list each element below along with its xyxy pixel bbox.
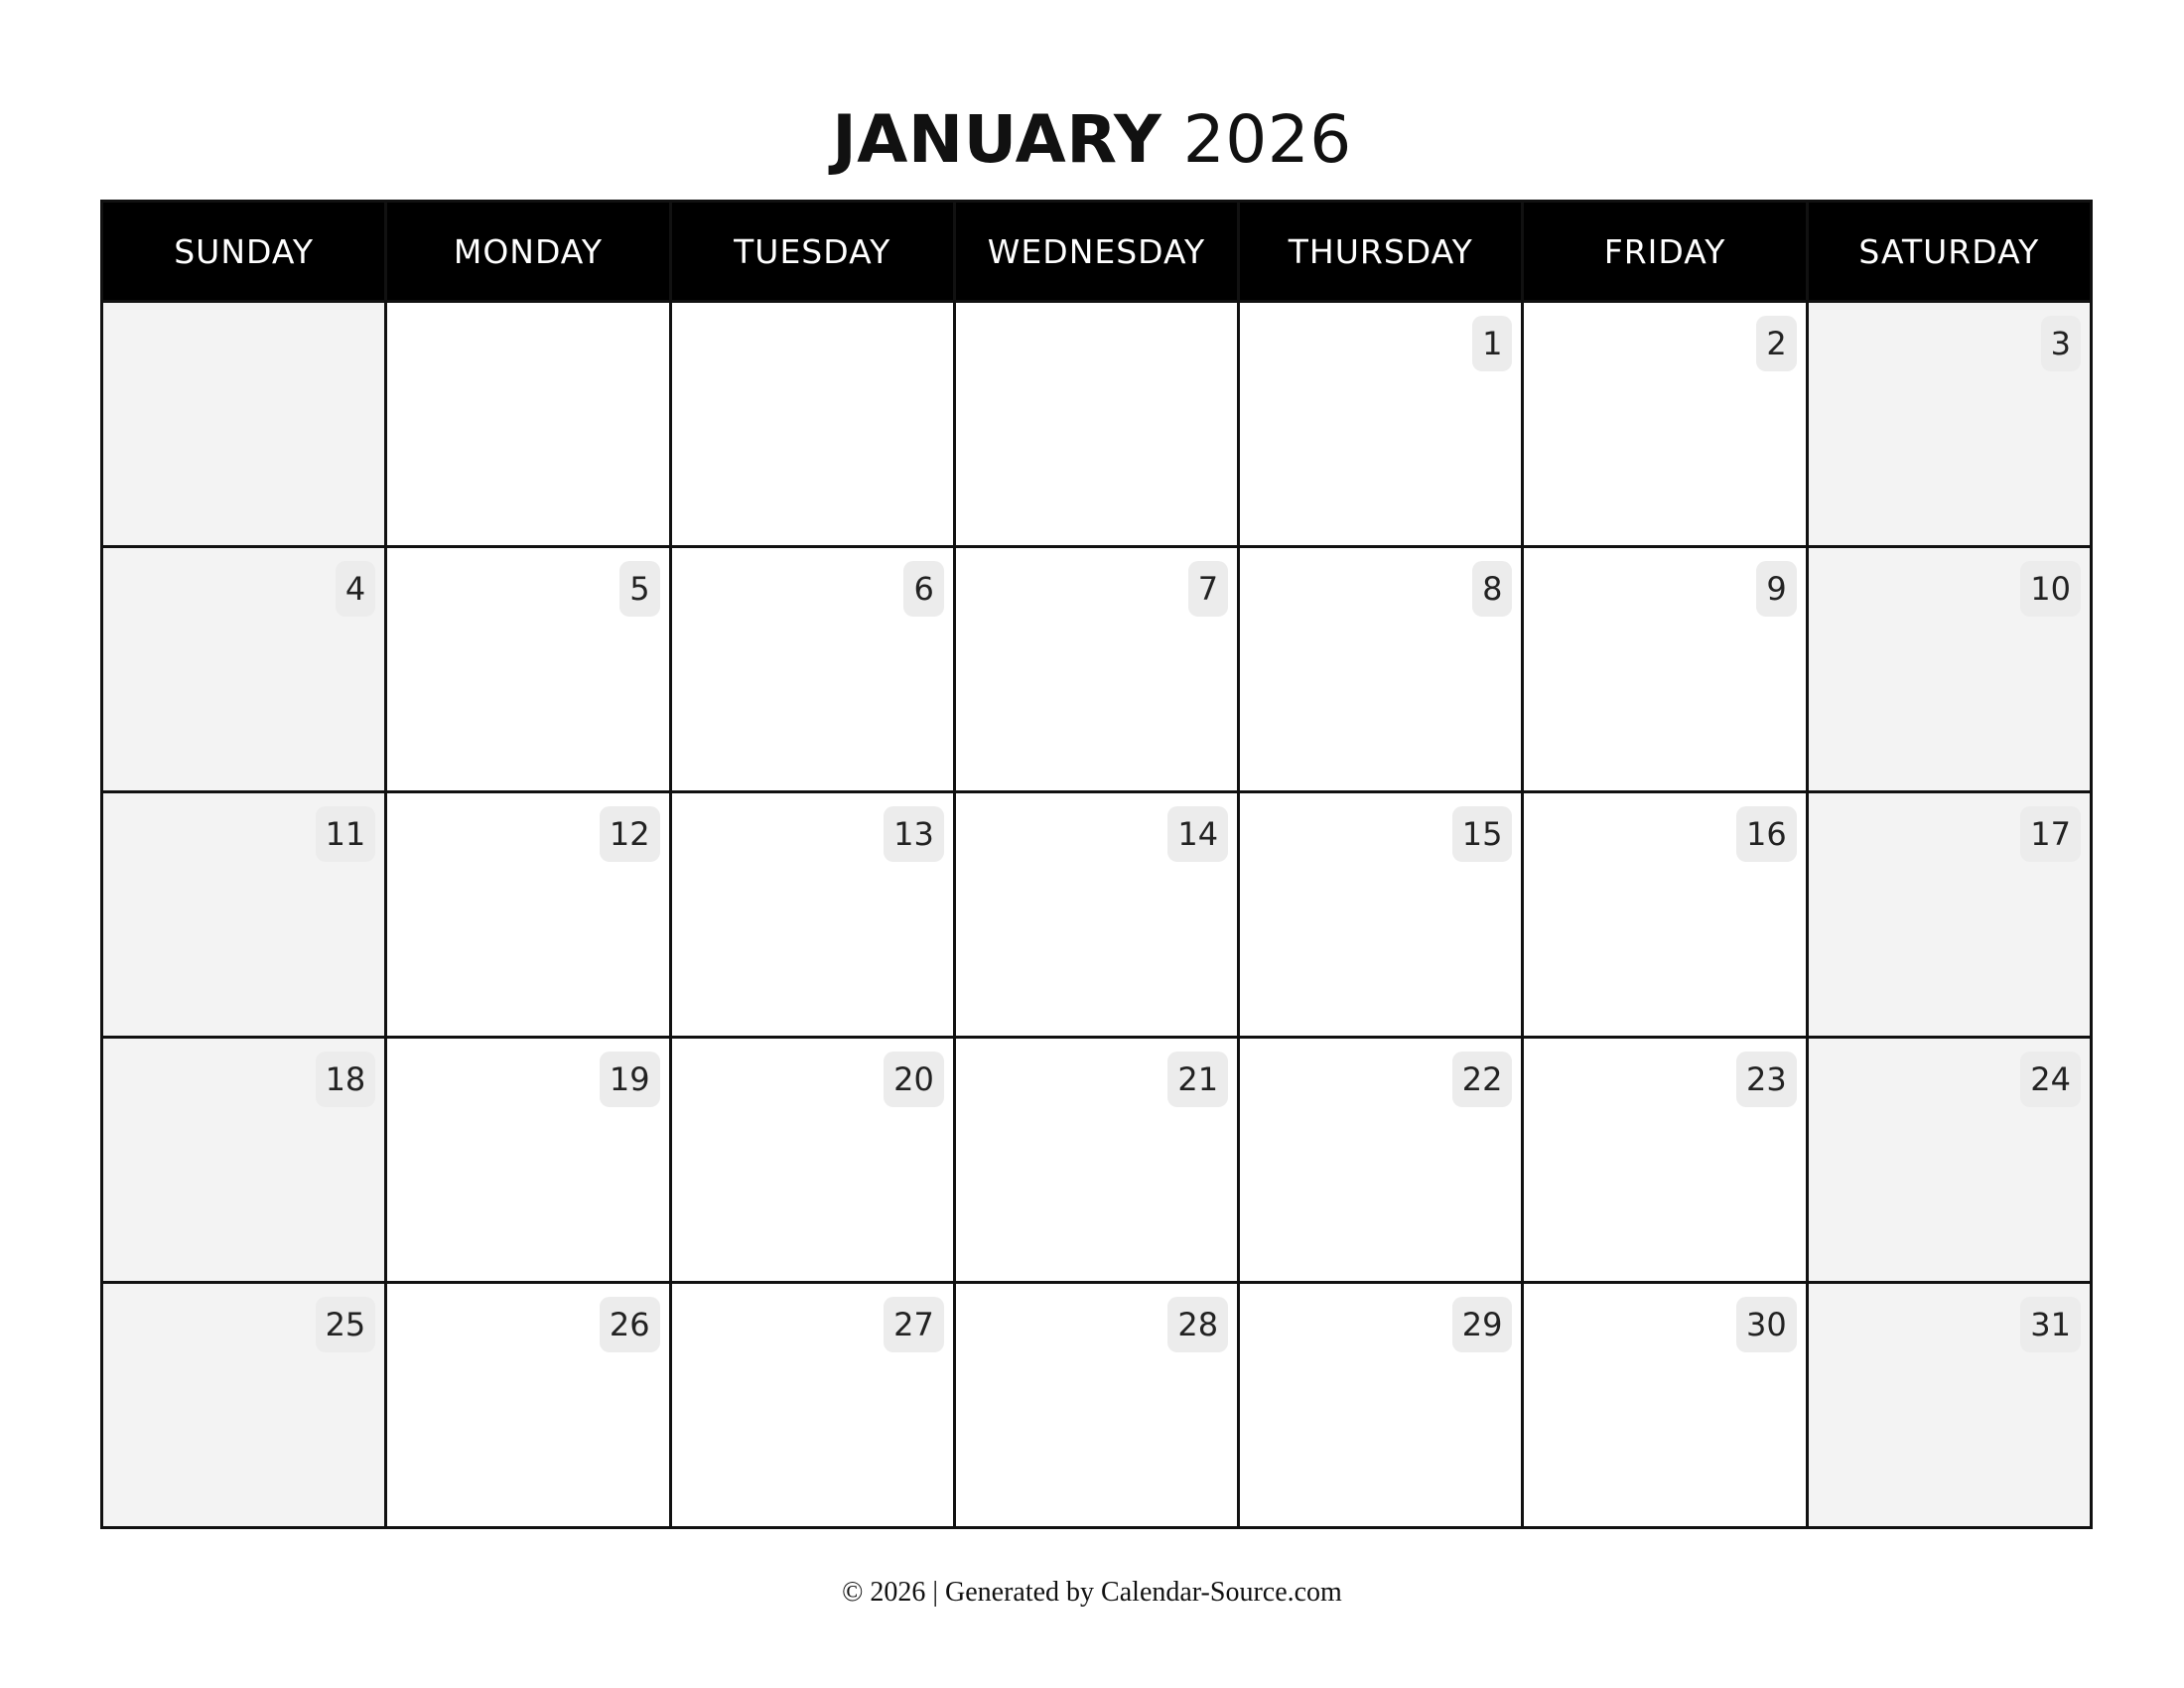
day-cell — [672, 1284, 953, 1526]
day-cell — [103, 548, 384, 790]
weekday-header-thursday: THURSDAY — [1240, 203, 1521, 300]
day-number: 17 — [2020, 806, 2081, 862]
day-number: 29 — [1452, 1297, 1513, 1352]
day-cell — [1809, 793, 2090, 1036]
day-cell — [387, 793, 668, 1036]
day-cell — [956, 793, 1237, 1036]
day-number: 12 — [600, 806, 660, 862]
day-number: 10 — [2020, 561, 2081, 617]
day-cell — [956, 548, 1237, 790]
day-number: 19 — [600, 1052, 660, 1107]
day-cell — [103, 1284, 384, 1526]
day-number: 21 — [1167, 1052, 1228, 1107]
day-cell — [103, 793, 384, 1036]
day-number: 23 — [1736, 1052, 1797, 1107]
day-cell — [1524, 1039, 1805, 1281]
empty-day-cell — [387, 303, 668, 545]
day-number: 13 — [884, 806, 944, 862]
day-cell — [387, 548, 668, 790]
weekday-header-tuesday: TUESDAY — [672, 203, 953, 300]
day-number: 14 — [1167, 806, 1228, 862]
weekday-header-sunday: SUNDAY — [103, 203, 384, 300]
day-cell — [387, 1039, 668, 1281]
day-cell — [672, 1039, 953, 1281]
calendar-title — [0, 95, 2184, 185]
title-month: JANUARY — [832, 101, 1162, 178]
weekday-header-saturday: SATURDAY — [1809, 203, 2090, 300]
day-cell — [1240, 793, 1521, 1036]
calendar-grid — [100, 200, 2093, 1529]
day-number: 5 — [619, 561, 659, 617]
weekday-header-friday: FRIDAY — [1524, 203, 1805, 300]
weekday-header-monday: MONDAY — [387, 203, 668, 300]
day-number: 31 — [2020, 1297, 2081, 1352]
day-cell — [1524, 548, 1805, 790]
title-year: 2026 — [1182, 101, 1352, 178]
day-cell — [1240, 548, 1521, 790]
day-cell — [1240, 1039, 1521, 1281]
day-cell — [1524, 793, 1805, 1036]
day-cell — [1240, 1284, 1521, 1526]
day-cell — [387, 1284, 668, 1526]
day-number: 7 — [1188, 561, 1228, 617]
day-cell — [956, 1039, 1237, 1281]
empty-day-cell — [672, 303, 953, 545]
day-cell — [672, 548, 953, 790]
day-number: 4 — [336, 561, 375, 617]
footer-credit: © 2026 | Generated by Calendar-Source.com — [842, 1577, 1342, 1608]
day-number: 30 — [1736, 1297, 1797, 1352]
empty-day-cell — [956, 303, 1237, 545]
day-number: 8 — [1472, 561, 1512, 617]
day-cell — [672, 793, 953, 1036]
day-number: 2 — [1756, 316, 1796, 371]
day-cell — [1809, 1284, 2090, 1526]
empty-day-cell — [103, 303, 384, 545]
day-cell — [1524, 303, 1805, 545]
day-number: 6 — [903, 561, 943, 617]
weekday-header-wednesday: WEDNESDAY — [956, 203, 1237, 300]
day-number: 3 — [2041, 316, 2081, 371]
day-number: 18 — [316, 1052, 376, 1107]
day-number: 16 — [1736, 806, 1797, 862]
day-number: 1 — [1472, 316, 1512, 371]
day-cell — [1809, 548, 2090, 790]
day-number: 25 — [316, 1297, 376, 1352]
day-number: 26 — [600, 1297, 660, 1352]
day-number: 20 — [884, 1052, 944, 1107]
day-number: 24 — [2020, 1052, 2081, 1107]
day-cell — [956, 1284, 1237, 1526]
day-cell — [1809, 1039, 2090, 1281]
day-cell — [1809, 303, 2090, 545]
day-cell — [1240, 303, 1521, 545]
day-number: 22 — [1452, 1052, 1513, 1107]
day-cell — [103, 1039, 384, 1281]
day-number: 9 — [1756, 561, 1796, 617]
day-number: 11 — [316, 806, 376, 862]
day-number: 28 — [1167, 1297, 1228, 1352]
day-cell — [1524, 1284, 1805, 1526]
day-number: 15 — [1452, 806, 1513, 862]
day-number: 27 — [884, 1297, 944, 1352]
